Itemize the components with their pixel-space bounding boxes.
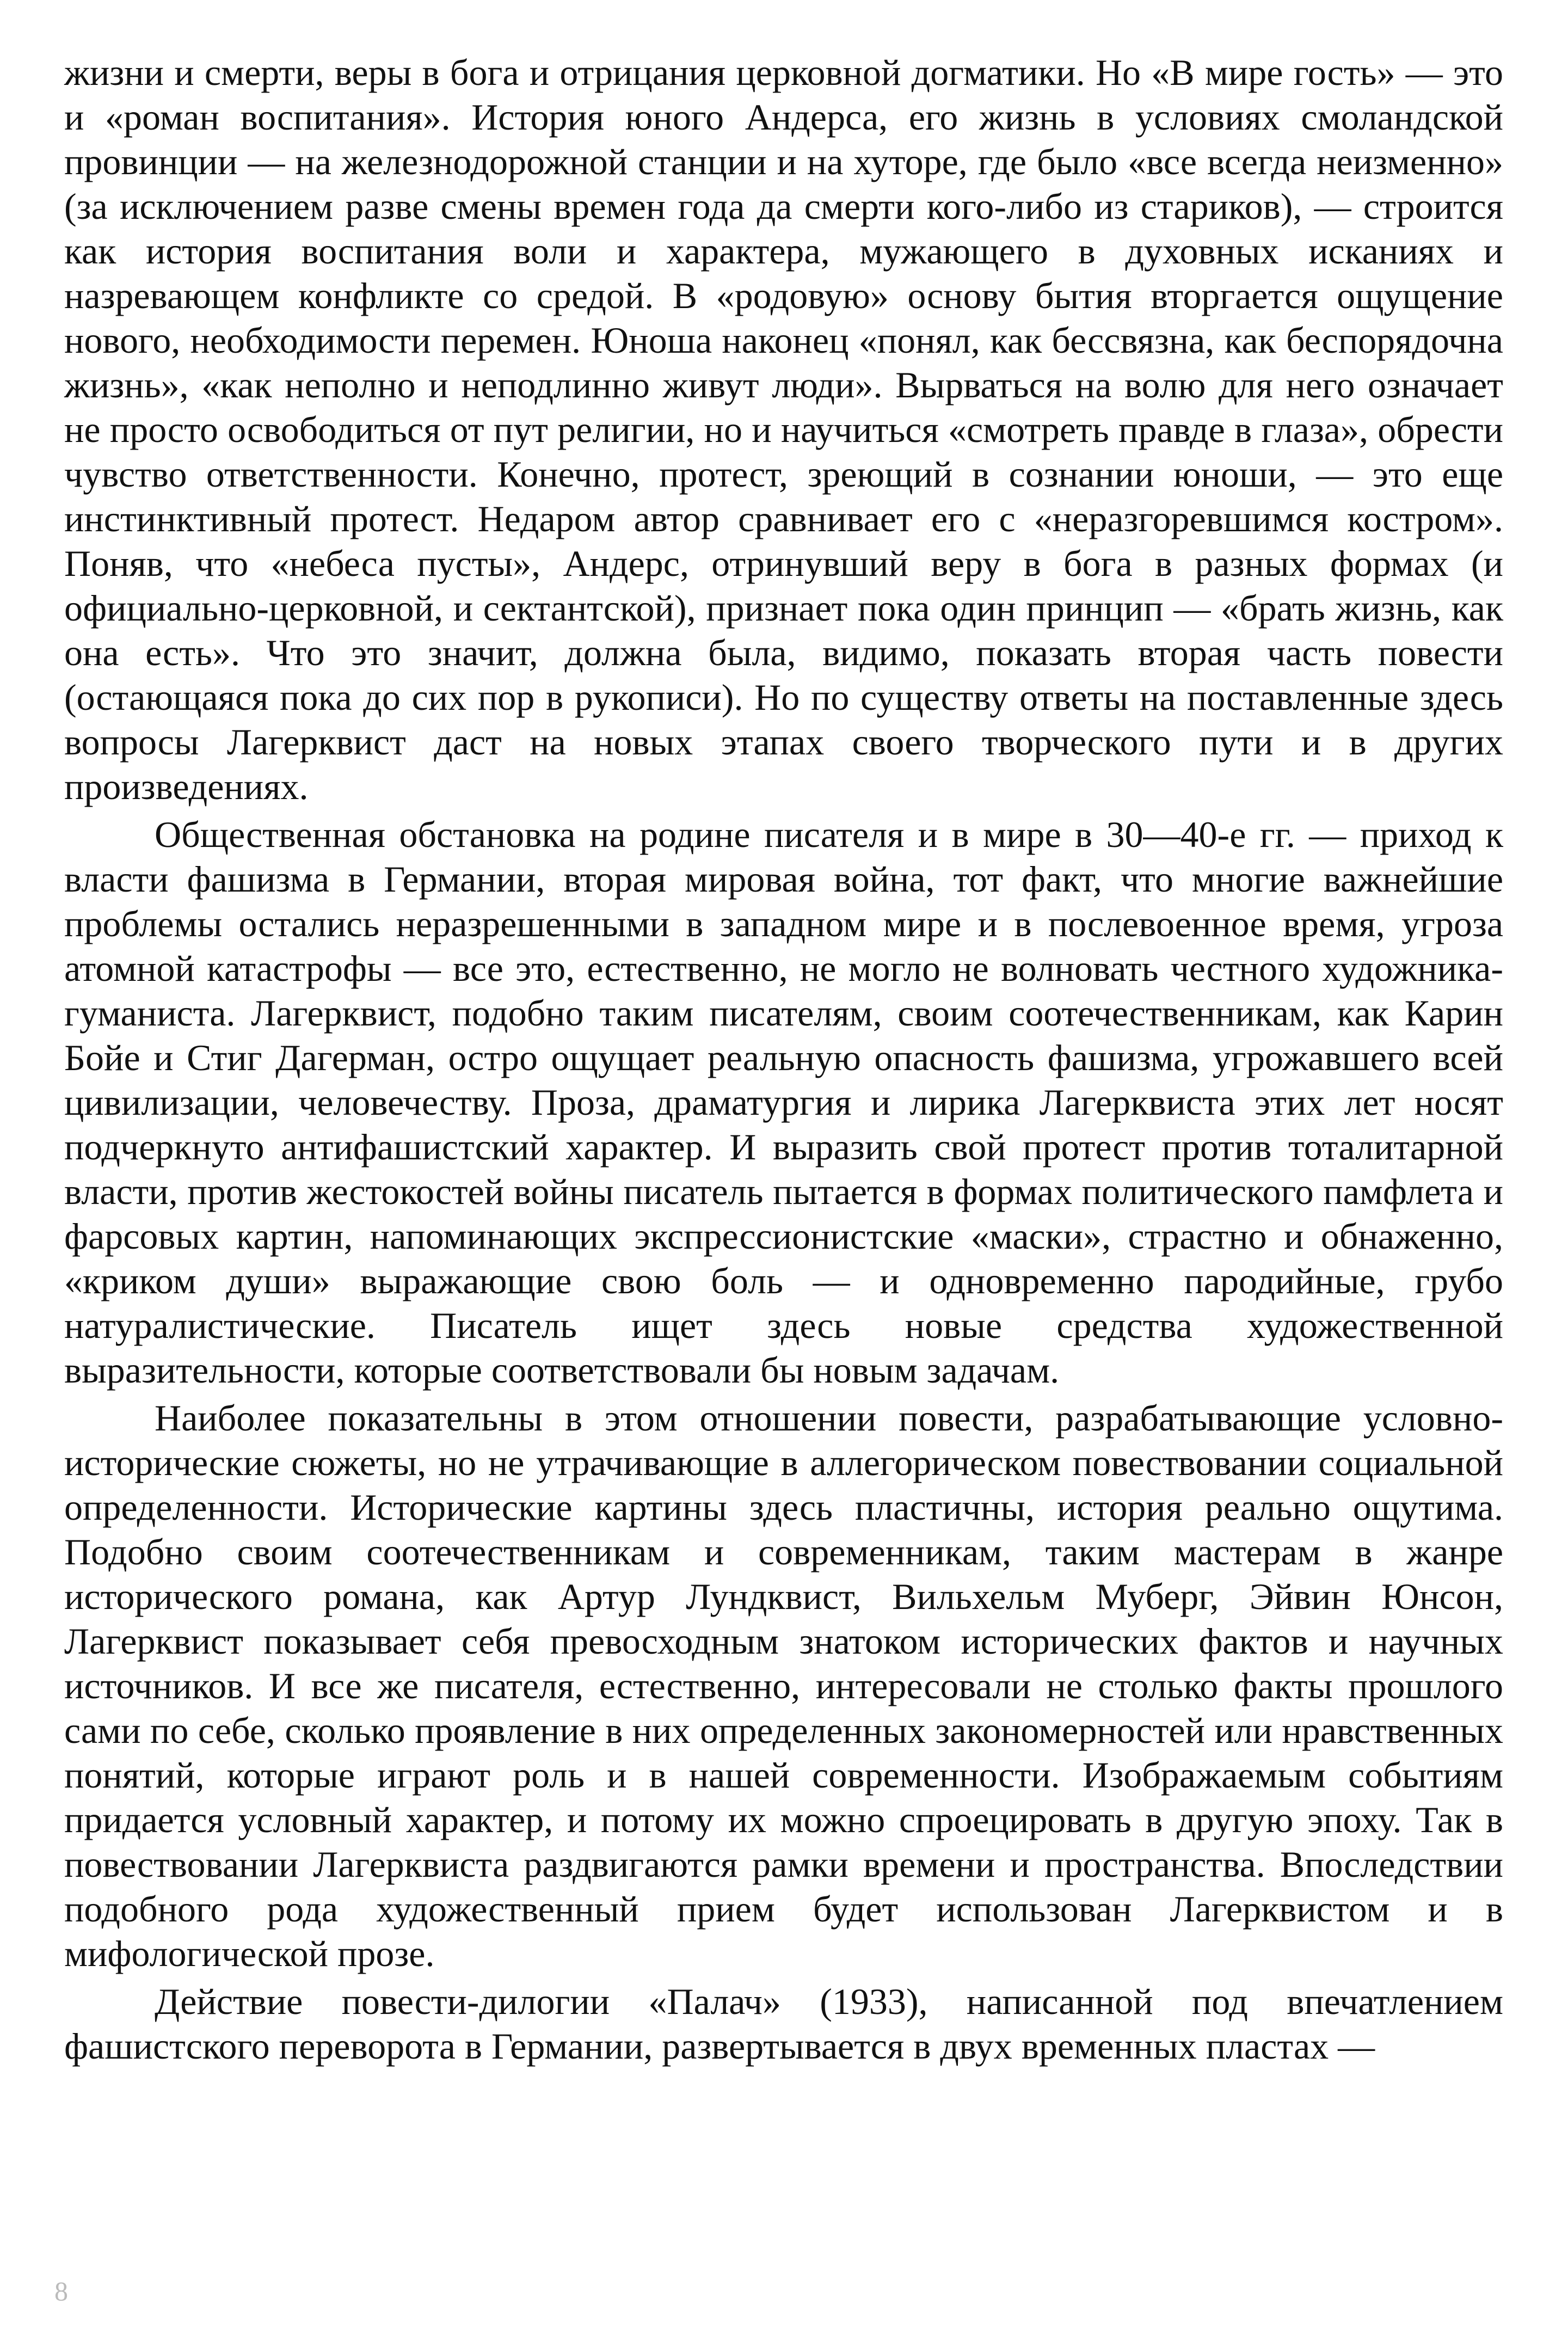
paragraph-executioner: Действие повести-дилогии «Палач» (1933), написанной под впечатлением фашистского переворота в Германии, развертывается в двух временных пластах —	[64, 1981, 1503, 2067]
page-number: 8	[54, 2276, 68, 2306]
paragraph-continuation: жизни и смерти, веры в бога и отрицания церковной догматики. Но «В мире гость» — это и «роман воспитания». История юного Андерса, его жизнь в условиях смоландской провинции — на железнодорожной станции и на хуторе, где было «все всегда неизменно» (за исключением разве смены времен года да смерти кого-либо из стариков), — строится как история воспитания воли и характера, мужающего в духовных исканиях и назревающем конфликте со средой. В «родовую» основу бытия вторгается ощущение нового, необходимости перемен. Юноша наконец «понял, как бессвязна, как беспорядочна жизнь», «как неполно и неподлинно живут люди». Вырваться на волю для него означает не просто освободиться от пут религии, но и научиться «смотреть правде в глаза», обрести чувство ответственности. Конечно, протест, зреющий в сознании юноши, — это еще инстинктивный протест. Недаром автор сравнивает его с «неразгоревшимся костром». Поняв, что «небеса пусты», Андерс, отринувший веру в бога в разных формах (и официально-церковной, и сектантской), признает пока один принцип — «брать жизнь, как она есть». Что это значит, должна была, видимо, показать вторая часть повести (остающаяся пока до сих пор в рукописи). Но по существу ответы на поставленные здесь вопросы Лагерквист даст на новых этапах своего творческого пути и в других произведениях.	[64, 52, 1503, 807]
paragraph-social-context: Общественная обстановка на родине писателя и в мире в 30—40-е гг. — приход к власти фашизма в Германии, вторая мировая война, тот факт, что многие важнейшие проблемы остались неразрешенными в западном мире и в послевоенное время, угроза атомной катастрофы — все это, естественно, не могло не волновать честного художника-гуманиста. Лагерквист, подобно таким писателям, своим соотечественникам, как Карин Бойе и Стиг Дагерман, остро ощущает реальную опасность фашизма, угрожавшего всей цивилизации, человечеству. Проза, драматургия и лирика Лагерквиста этих лет носят подчеркнуто антифашистский характер. И выразить свой протест против тоталитарной власти, против жестокостей войны писатель пытается в формах политического памфлета и фарсовых картин, напоминающих экспрессионистские «маски», страстно и обнаженно, «криком души» выражающие свою боль — и одновременно пародийные, грубо натуралистические. Писатель ищет здесь новые средства художественной выразительности, которые соответствовали бы новым задачам.	[64, 814, 1503, 1391]
document-page	[64, 50, 1503, 2068]
paragraph-historical-novels: Наиболее показательны в этом отношении повести, разрабатывающие условно-исторические сюжеты, но не утрачивающие в аллегорическом повествовании социальной определенности. Исторические картины здесь пластичны, история реально ощутима. Подобно своим соотечественникам и современникам, таким мастерам в жанре исторического романа, как Артур Лундквист, Вильхельм Муберг, Эйвин Юнсон, Лагерквист показывает себя превосходным знатоком исторических фактов и научных источников. И все же писателя, естественно, интересовали не столько факты прошлого сами по себе, сколько проявление в них определенных закономерностей или нравственных понятий, которые играют роль и в нашей современности. Изображаемым событиям придается условный характер, и потому их можно спроецировать в другую эпоху. Так в повествовании Лагерквиста раздвигаются рамки времени и пространства. Впоследствии подобного рода художественный прием будет использован Лагерквистом и в мифологической прозе.	[64, 1397, 1503, 1974]
